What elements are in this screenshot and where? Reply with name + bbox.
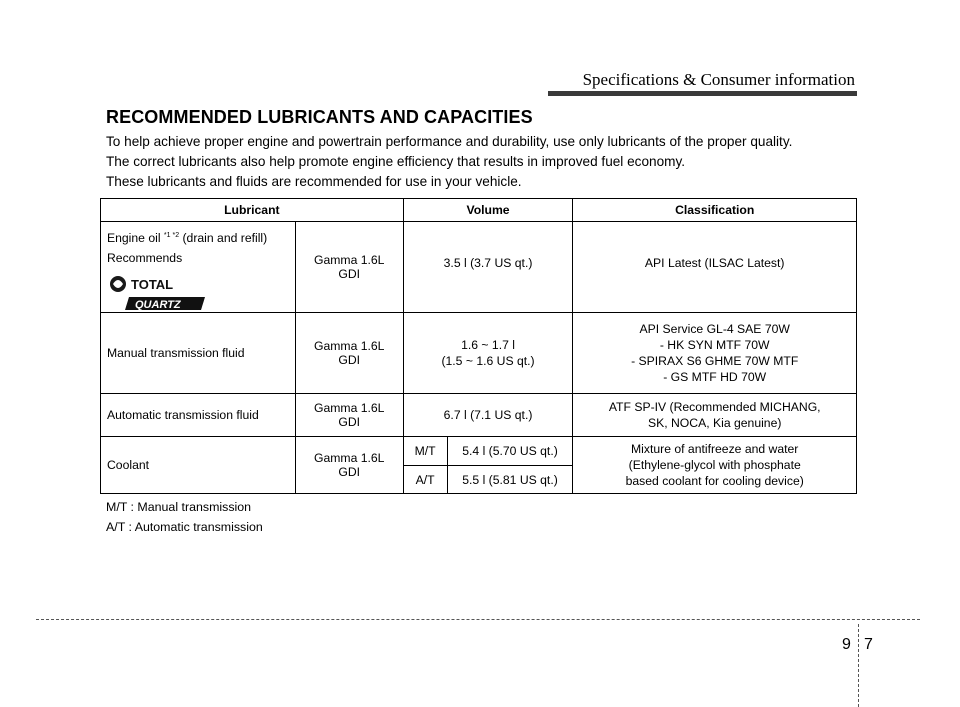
classification-line: - GS MTF HD 70W xyxy=(663,370,767,385)
footnote-at: A/T : Automatic transmission xyxy=(106,520,263,534)
cell-classification xyxy=(573,437,857,494)
classification-line: API Service GL-4 SAE 70W xyxy=(639,322,790,337)
table-row-coolant-mt xyxy=(101,437,857,466)
cell-classification xyxy=(573,394,857,437)
page-title: RECOMMENDED LUBRICANTS AND CAPACITIES xyxy=(106,107,533,127)
cell-engine: Gamma 1.6L GDI xyxy=(295,313,403,394)
col-header-classification: Classification xyxy=(573,199,857,222)
footnote-mt: M/T : Manual transmission xyxy=(106,500,252,514)
intro-line: These lubricants and fluids are recommended for use in your vehicle. xyxy=(106,174,522,189)
cell-at-volume: 5.5 l (5.81 US qt.) xyxy=(447,466,573,494)
classification-line: (Ethylene-glycol with phosphate xyxy=(628,458,801,473)
table-header-row xyxy=(101,199,857,222)
cell-engine: Gamma 1.6L GDI xyxy=(295,437,403,494)
total-quartz-logo xyxy=(107,274,207,312)
cell-mt-label: M/T xyxy=(403,437,447,466)
classification-line: based coolant for cooling device) xyxy=(625,474,804,489)
cell-engine: Gamma 1.6L GDI xyxy=(295,394,403,437)
page-number: 7 xyxy=(864,636,873,653)
svg-text:QUARTZ: QUARTZ xyxy=(135,299,181,312)
cell-lubricant: Coolant xyxy=(101,437,296,494)
classification-line: - HK SYN MTF 70W xyxy=(659,338,770,353)
cell-volume xyxy=(403,313,573,394)
cell-volume: 3.5 l (3.7 US qt.) xyxy=(403,222,573,313)
intro-line: To help achieve proper engine and powertrain performance and durability, use only lubricants of the proper quality. xyxy=(106,134,793,149)
intro-text xyxy=(106,132,866,192)
recommends-label: Recommends xyxy=(107,251,183,266)
header-rule xyxy=(548,91,857,96)
cell-classification: API Latest (ILSAC Latest) xyxy=(573,222,857,313)
table-row-manual xyxy=(101,313,857,394)
cell-classification xyxy=(573,313,857,394)
page-number-divider xyxy=(858,624,859,707)
table-row-automatic xyxy=(101,394,857,437)
intro-line: The correct lubricants also help promote engine efficiency that results in improved fuel economy. xyxy=(106,154,686,169)
classification-line: Mixture of antifreeze and water xyxy=(631,442,799,457)
footer-divider xyxy=(36,619,920,620)
cell-lubricant: Automatic transmission fluid xyxy=(101,394,296,437)
cell-at-label: A/T xyxy=(403,466,447,494)
section-header: Specifications & Consumer information xyxy=(582,70,855,89)
svg-text:TOTAL: TOTAL xyxy=(131,277,174,293)
footnote-marker: *1 *2 xyxy=(163,232,180,239)
volume-line: 1.6 ~ 1.7 l xyxy=(461,338,515,353)
footnotes xyxy=(106,497,263,537)
volume-line: (1.5 ~ 1.6 US qt.) xyxy=(441,354,535,369)
cell-engine: Gamma 1.6L GDI xyxy=(295,222,403,313)
cell-lubricant xyxy=(101,222,296,313)
lubricants-table xyxy=(100,198,857,494)
cell-mt-volume: 5.4 l (5.70 US qt.) xyxy=(447,437,573,466)
chapter-number: 9 xyxy=(842,636,851,653)
col-header-lubricant: Lubricant xyxy=(101,199,404,222)
cell-lubricant: Manual transmission fluid xyxy=(101,313,296,394)
classification-line: ATF SP-IV (Recommended MICHANG, xyxy=(608,400,821,415)
classification-line: SK, NOCA, Kia genuine) xyxy=(647,416,782,431)
col-header-volume: Volume xyxy=(403,199,573,222)
lubricant-suffix: (drain and refill) xyxy=(182,231,268,246)
classification-line: - SPIRAX S6 GHME 70W MTF xyxy=(631,354,799,369)
table-row-engine-oil xyxy=(101,222,857,313)
lubricant-name: Engine oil xyxy=(107,231,161,246)
cell-volume: 6.7 l (7.1 US qt.) xyxy=(403,394,573,437)
